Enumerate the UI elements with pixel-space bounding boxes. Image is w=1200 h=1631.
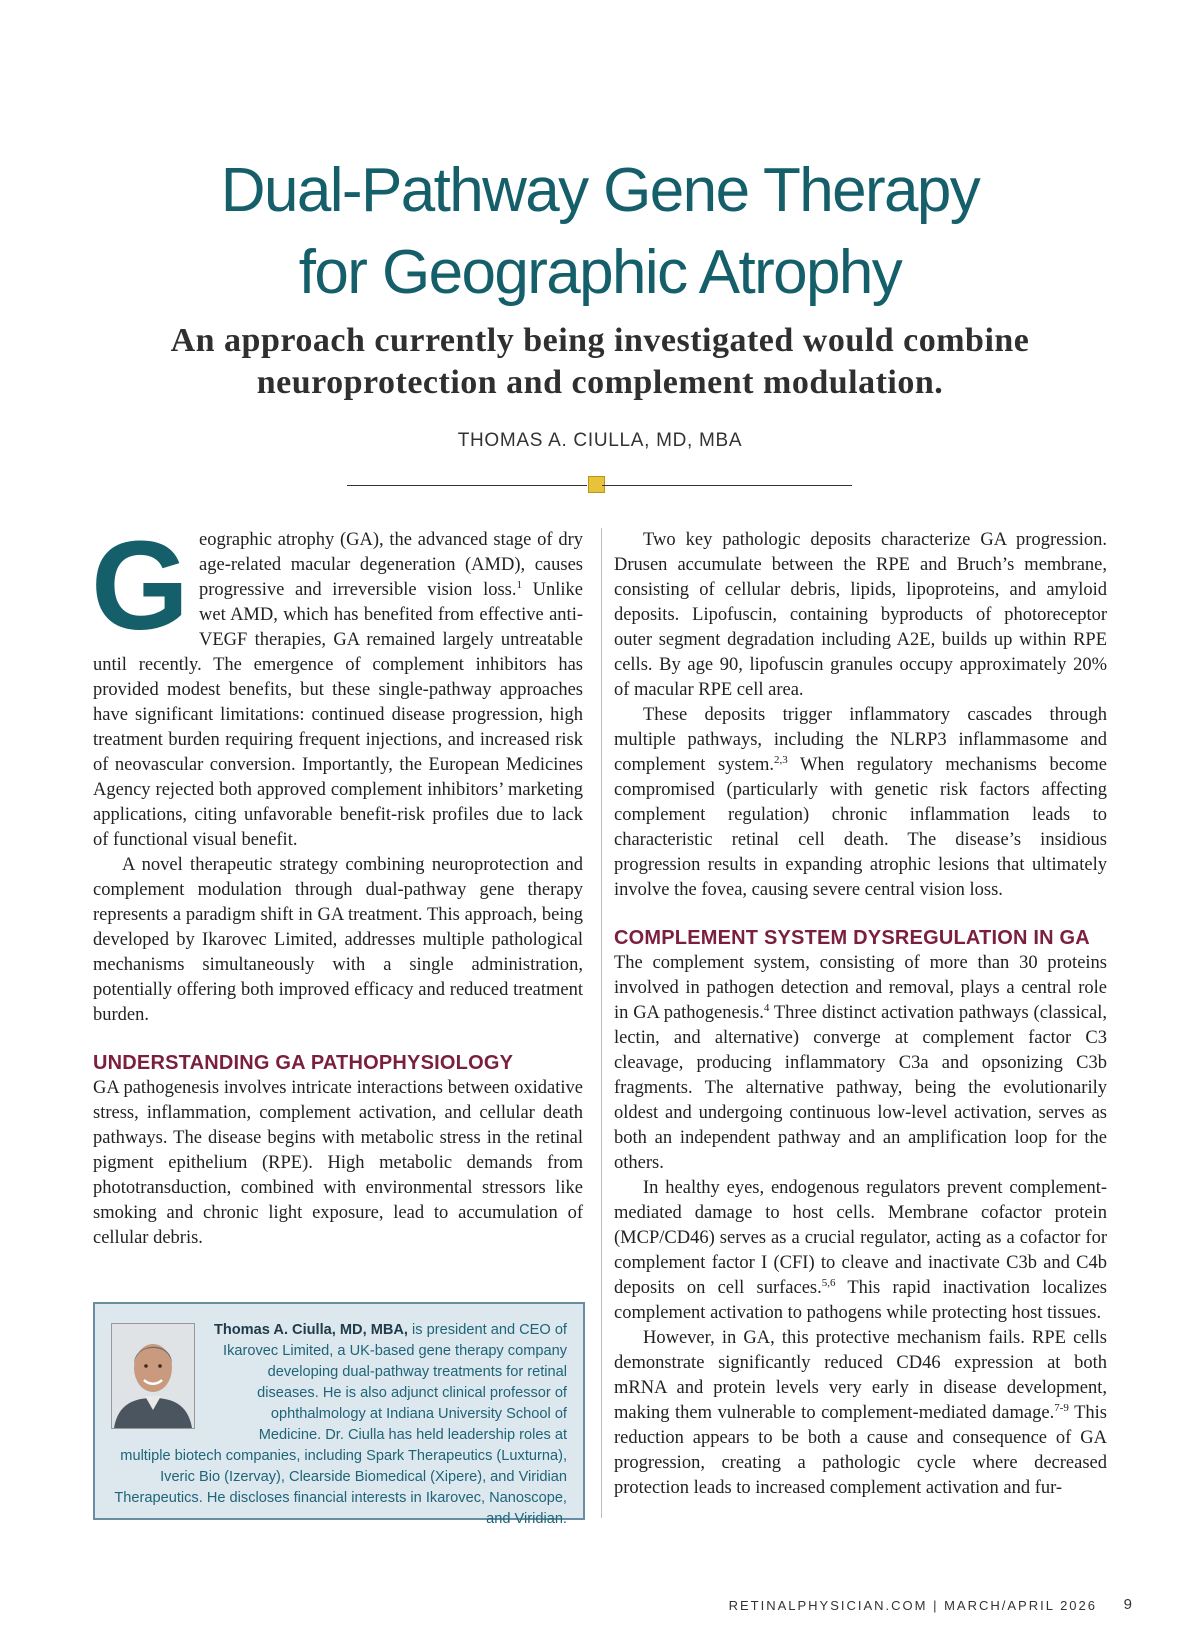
left-column [91,515,584,1251]
footer-publication: RETINALPHYSICIAN.COM | MARCH/APRIL 2026 [728,1598,1097,1613]
paragraph-8: However, in GA, this protective mechanism fails. RPE cells demonstrate significantly reduced CD46 expression at both mRNA and protein levels very early in disease development, making them vulnerable to complement-mediated damage.$^{7-9}$ This reduction appears to be both a cause and consequence of GA progression, creating a pathologic cycle where decreased protection leads to increased complement activation and fur- [614,1328,1107,1498]
ornament-rule-left [347,485,587,486]
article-subtitle [0,320,1200,404]
subtitle-line-2: neuroprotection and complement modulation. [256,364,944,401]
bio-name: Thomas A. Ciulla, MD, MBA, [213,1322,408,1338]
citation-ref: 7-9 [1054,1401,1069,1414]
citation-ref: 4 [763,1001,770,1014]
ornament-rule-right [602,485,852,486]
title-line-2: for Geographic Atrophy [298,238,902,307]
author-photo [111,1323,195,1429]
citation-ref: 1 [516,578,522,591]
section-heading-pathophysiology: UNDERSTANDING GA PATHOPHYSIOLOGY [93,1052,514,1074]
citation-ref: 2,3 [774,753,788,766]
page-number: 9 [1123,1596,1132,1613]
drop-cap: G [91,515,190,656]
paragraph-2: A novel therapeutic strategy combining neuroprotection and complement modulation through dual-pathway gene therapy represents a paradigm shift in GA treatment. This approach, being developed by Ikarovec Limited, addresses multiple pathological mechanisms simultaneously with a single administration, potentially offering both improved efficacy and reduced treatment burden. [93,855,583,1025]
column-divider [601,528,602,1518]
title-line-1: Dual-Pathway Gene Therapy [220,156,980,225]
author-bio-box [93,1302,585,1527]
article-title [0,150,1200,314]
paragraph-4: Two key pathologic deposits characterize GA progression. Drusen accumulate between the RPE and Bruch’s membrane, consisting of cellular debris, lipids, lipoproteins, and amyloid deposits. Lipofuscin, containing byproducts of photoreceptor outer segment degradation including A2E, builds up within RPE cells. By age 90, lipofuscin granules occupy approximately 20% of macular RPE cell area. [614,530,1107,700]
section-heading-complement: COMPLEMENT SYSTEM DYSREGULATION IN GA [614,927,1090,949]
author-byline: THOMAS A. CIULLA, MD, MBA [457,430,743,451]
right-column [614,528,1107,1501]
citation-ref: 5,6 [821,1276,836,1289]
paragraph-1: Geographic atrophy (GA), the advanced stage of dry age-related macular degeneration (AMD), causes progressive and irreversible vision loss.$^1$ Unlike wet AMD, which has benefited from effective anti-VEGF therapies, GA remained largely untreatable until recently. The emergence of complement inhibitors has provided modest benefits, but these single-pathway approaches have significant limitations: continued disease progression, high treatment burden requiring frequent injections, and increased risk of neovascular conversion. Importantly, the European Medicines Agency rejected both approved complement inhibitors’ marketing applications, citing unfavorable benefit-risk profiles due to lack of functional visual benefit. [91,515,584,850]
paragraph-6: The complement system, consisting of more than 30 proteins involved in pathogen detection and removal, plays a central role in GA pathogenesis.$^4$ Three distinct activation pathways (classical, lectin, and alternative) converge at complement factor C3 cleavage, producing inflammatory C3a and opsonizing C3b fragments. The alternative pathway, being the evolutionarily oldest and undergoing continuous low-level activation, serves as both an independent pathway and an amplification loop for the others. [614,953,1107,1173]
bio-text: Thomas A. Ciulla, MD, MBA, is president and CEO of Ikarovec Limited, a UK-based gene therapy company developing dual-pathway treatments for retinal diseases. He is also adjunct clinical professor of ophthalmology at Indiana University School of Medicine. Dr. Ciulla has held leadership roles at multiple biotech companies, including Spark Therapeutics (Luxturna), Iveric Bio (Izervay), Clearside Biomedical (Xipere), and Viridian Therapeutics. He discloses financial interests in Ikarovec, Nanoscope, and Viridian. [114,1322,567,1527]
paragraph-5: These deposits trigger inflammatory cascades through multiple pathways, including the NLRP3 inflammasome and complement system.$^{2,3}$ When regulatory mechanisms become compromised (particularly with genetic risk factors affecting complement regulation) chronic inflammation leads to characteristic retinal cell death. The disease’s insidious progression results in expanding atrophic lesions that ultimately involve the fovea, causing severe central vision loss. [614,705,1107,900]
paragraph-7: In healthy eyes, endogenous regulators prevent complement-mediated damage to host cells. Membrane cofactor protein (MCP/CD46) serves as a crucial regulator, acting as a cofactor for complement factor I (CFI) to cleave and inactivate C3b and C4b deposits on cell surfaces.$^{5,6}$ This rapid inactivation localizes complement activation to pathogens while protecting host tissues. [614,1178,1107,1323]
paragraph-3: GA pathogenesis involves intricate interactions between oxidative stress, inflammation, complement activation, and cellular death pathways. The disease begins with metabolic stress in the retinal pigment epithelium (RPE). High metabolic demands from phototransduction, combined with environmental stressors like smoking and chronic light exposure, lead to accumulation of cellular debris. [93,1078,583,1248]
subtitle-line-1: An approach currently being investigated would combine [170,322,1030,359]
